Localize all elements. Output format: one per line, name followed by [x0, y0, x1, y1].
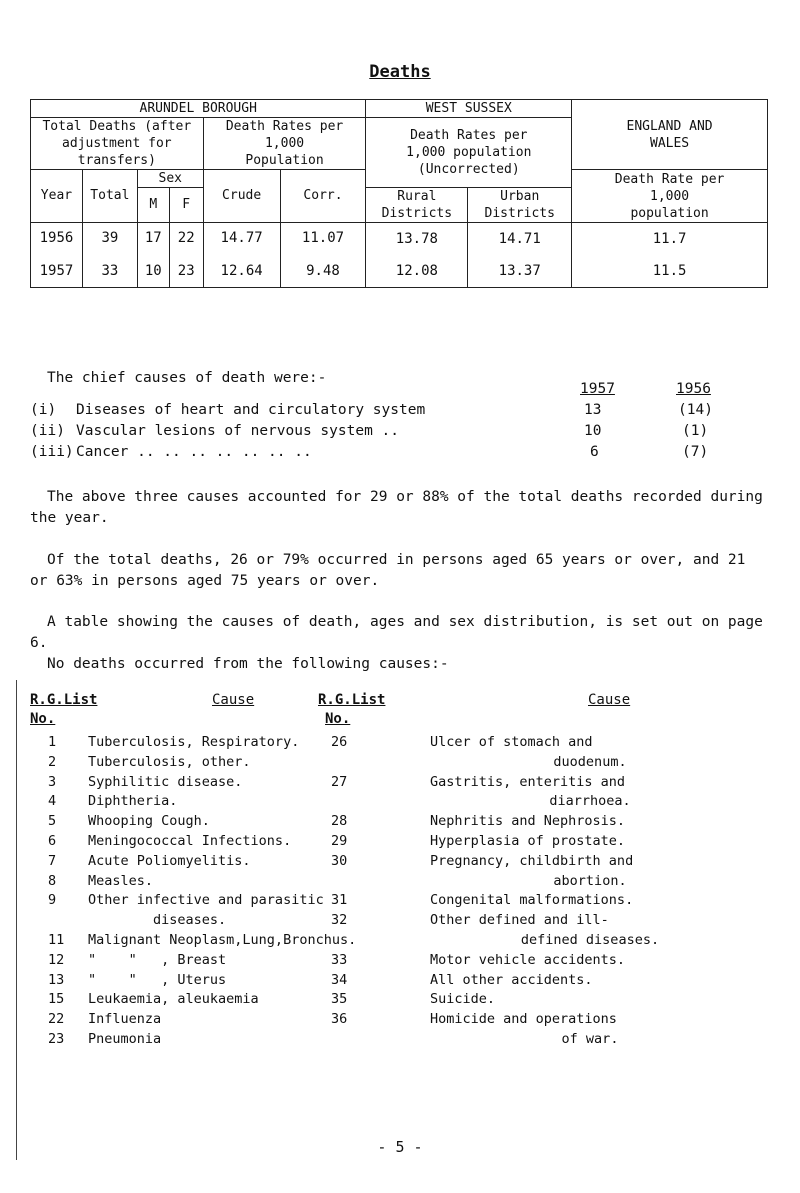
list-item-number: 33 [331, 951, 348, 968]
paragraph: Of the total deaths, 26 or 79% occurred in persons aged 65 years or over, and 21 or 63% in persons aged 75 years or over. [30, 552, 746, 589]
header-year: Year [31, 170, 83, 223]
list-item-number: 9 [48, 892, 57, 909]
header-m: M [137, 188, 169, 223]
paragraph: No deaths occurred from the following causes:- [47, 656, 449, 672]
list-item-number: 26 [331, 734, 348, 750]
list-item-cause: Nephritis and Nephrosis. [430, 813, 626, 830]
header-death-rates: Death Rates per 1,000 Population [203, 118, 366, 170]
list-item-cause: Syphilitic disease. [88, 773, 243, 790]
cause-1956: (7) [682, 444, 709, 460]
list-item-cause: Homicide and operations [430, 1011, 617, 1028]
list-item-cause: Gastritis, enteritis and [430, 773, 626, 790]
list-item-cause: Hyperplasia of prostate. [430, 833, 626, 849]
list-item-number: 12 [48, 951, 65, 968]
list-item-cause: Whooping Cough. [88, 813, 210, 830]
list-item-cause: Motor vehicle accidents. [430, 951, 626, 968]
list-item-cause: duodenum. [553, 753, 627, 770]
list-header-cause-right: Cause [588, 692, 631, 708]
cause-label: Diseases of heart and circulatory system [76, 402, 426, 418]
header-arundel: ARUNDEL BOROUGH [31, 100, 366, 118]
cause-1957: 6 [590, 444, 599, 460]
list-item-cause: Diphtheria. [88, 793, 178, 810]
header-rural: Rural Districts [366, 188, 468, 223]
list-item-number: 30 [331, 852, 348, 869]
list-item-number: 1 [48, 734, 57, 750]
list-item-number: 4 [48, 793, 57, 810]
list-item-cause: Measles. [88, 872, 154, 889]
list-item-number: 13 [48, 971, 65, 988]
cause-1957: 10 [584, 423, 602, 439]
table-row: 1956 39 17 22 14.77 11.07 13.78 14.71 11.7 [31, 223, 768, 256]
list-item-cause: Influenza [88, 1011, 162, 1028]
margin-line [16, 680, 17, 1160]
list-item-number: 23 [48, 1031, 65, 1047]
list-item-number: 8 [48, 872, 57, 889]
list-item-number: 2 [48, 753, 57, 770]
header-corr: Corr. [280, 170, 366, 223]
list-item-number: 6 [48, 833, 57, 849]
list-item-number: 31 [331, 892, 348, 909]
header-death-rate-eng: Death Rate per 1,000 population [572, 170, 768, 223]
list-item-cause: diarrhoea. [549, 793, 631, 810]
chief-causes-intro: The chief causes of death were:- [47, 370, 327, 386]
list-item-cause: Ulcer of stomach and [430, 734, 593, 750]
list-item-number: 35 [331, 991, 348, 1008]
list-item-number: 34 [331, 971, 348, 988]
col-1957: 1957 [580, 381, 615, 397]
list-item-cause: Acute Poliomyelitis. [88, 852, 251, 869]
list-item-cause: Pregnancy, childbirth and [430, 852, 634, 869]
list-item-number: 28 [331, 813, 348, 830]
list-item-cause: Tuberculosis, Respiratory. [88, 734, 300, 750]
header-total-deaths: Total Deaths (after adjustment for transfers) [31, 118, 204, 170]
paragraph: A table showing the causes of death, ages and sex distribution, is set out on page 6. [30, 614, 763, 651]
list-item-number: 3 [48, 773, 57, 790]
list-item-number: 27 [331, 773, 348, 790]
list-header-no-left: No. [30, 711, 56, 727]
list-item-cause: " " , Breast [88, 951, 227, 968]
list-item-cause: Pneumonia [88, 1031, 162, 1047]
list-item-cause: Suicide. [430, 991, 496, 1008]
list-header-rg-left: R.G.List [30, 692, 98, 708]
table-row: 1957 33 10 23 12.64 9.48 12.08 13.37 11.5 [31, 255, 768, 288]
header-total: Total [82, 170, 137, 223]
list-item-number: 11 [48, 932, 65, 948]
page-number: - 5 - [377, 1138, 423, 1156]
list-header-rg-right: R.G.List [318, 692, 386, 708]
page-title: Deaths [369, 62, 431, 82]
list-item-cause: defined diseases. [520, 932, 660, 948]
paragraph: The above three causes accounted for 29 or 88% of the total deaths recorded during the year. [30, 489, 763, 526]
list-item-cause: Meningococcal Infections. [88, 833, 292, 849]
list-item-number: 32 [331, 912, 348, 929]
header-west-sussex: WEST SUSSEX [366, 100, 572, 118]
cause-1957: 13 [584, 402, 602, 418]
list-item-number: 36 [331, 1011, 348, 1028]
list-item-cause: " " , Uterus [88, 971, 227, 988]
header-crude: Crude [203, 170, 280, 223]
list-header-no-right: No. [325, 711, 351, 727]
list-item-number: 5 [48, 813, 57, 830]
list-item-number: 29 [331, 833, 348, 849]
cause-num: (iii) [30, 444, 74, 460]
list-item-cause: Congenital malformations. [430, 892, 634, 909]
cause-num: (i) [30, 402, 57, 418]
col-1956: 1956 [676, 381, 711, 397]
death-rates-table [30, 99, 768, 288]
header-sex: Sex [137, 170, 203, 188]
list-item-number: 15 [48, 991, 65, 1008]
list-item-cause: of war. [561, 1031, 619, 1047]
header-f: F [169, 188, 203, 223]
list-item-cause: abortion. [553, 872, 627, 889]
cause-label: Cancer .. .. .. .. .. .. .. [76, 444, 312, 460]
list-item-cause: Other infective and parasitic [88, 892, 324, 909]
list-item-cause: diseases. [88, 912, 227, 929]
header-england: ENGLAND AND WALES [572, 100, 768, 170]
list-item-cause: Malignant Neoplasm,Lung,Bronchus. [88, 932, 357, 948]
list-header-cause-left: Cause [212, 692, 255, 708]
list-item-cause: Tuberculosis, other. [88, 753, 251, 770]
list-item-number: 7 [48, 852, 57, 869]
list-item-cause: Other defined and ill- [430, 912, 609, 929]
cause-label: Vascular lesions of nervous system .. [76, 423, 400, 439]
header-death-rates-uncorrected: Death Rates per 1,000 population (Uncorrected) [366, 118, 572, 188]
cause-1956: (14) [678, 402, 713, 418]
cause-num: (ii) [30, 423, 65, 439]
list-item-cause: All other accidents. [430, 971, 593, 988]
header-urban: Urban Districts [468, 188, 572, 223]
cause-1956: (1) [682, 423, 709, 439]
list-item-cause: Leukaemia, aleukaemia [88, 991, 259, 1008]
list-item-number: 22 [48, 1011, 65, 1028]
